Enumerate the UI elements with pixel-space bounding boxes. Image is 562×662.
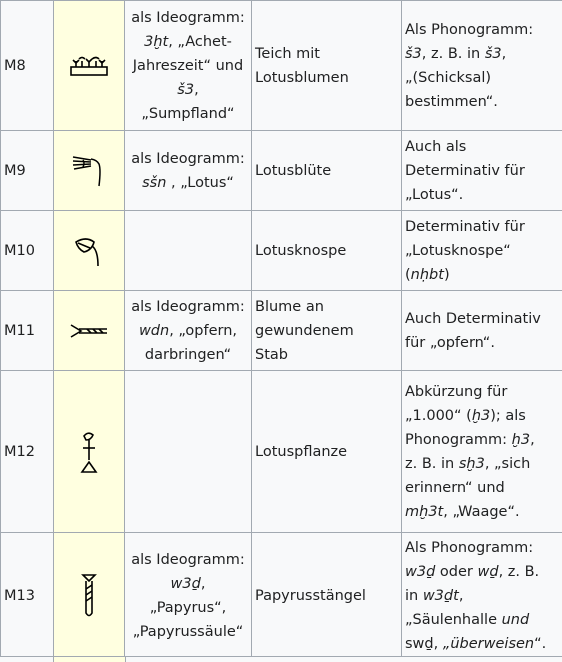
ideogram-cell [125, 291, 252, 371]
meaning_lines-line [255, 159, 398, 183]
transliteration-text: nḥbt [411, 267, 444, 283]
note_lines-line [405, 42, 559, 66]
text-segment: swḏ, [405, 636, 443, 652]
transliteration-text: sšn [142, 175, 166, 191]
note_lines-line [405, 452, 559, 476]
text-segment: als Ideogramm: [131, 10, 245, 26]
meaning-cell [252, 1, 402, 131]
meaning_lines-line [255, 66, 398, 90]
text-segment: darbringen“ [145, 347, 231, 363]
remark-cell [402, 131, 562, 211]
text-segment: Auch als [405, 139, 466, 155]
text-segment: , „Lotus“ [166, 175, 233, 191]
text-segment: Stab [255, 347, 288, 363]
table-row [1, 211, 562, 291]
transliteration-text: sḫ3 [459, 456, 485, 472]
text-segment: Determinativ für [405, 219, 525, 235]
text-segment: , „sich [485, 456, 530, 472]
text-segment: Teich mit [255, 46, 320, 62]
text-segment: „(Schicksal) [405, 70, 491, 86]
note_lines-line [405, 66, 559, 90]
table-row [1, 533, 562, 660]
flower-on-twisted-stalk-hieroglyph-icon [57, 322, 121, 340]
note_lines-line [405, 500, 559, 524]
text-segment: in [405, 588, 423, 604]
ideo_lines-line [128, 78, 248, 102]
note_lines-line [405, 159, 559, 183]
text-segment: Als Phonogramm: [405, 22, 533, 38]
text-segment: Lotusblüte [255, 163, 331, 179]
ideogram-cell [125, 371, 252, 533]
text-segment: „Sumpfland“ [141, 106, 234, 122]
text-segment: , [459, 588, 464, 604]
lotus-flower-hieroglyph-icon [57, 154, 121, 188]
text-segment: , „Waage“. [443, 504, 519, 520]
ideo_lines-line [128, 596, 248, 620]
text-segment: Phonogramm: [405, 432, 512, 448]
text-segment: , [201, 576, 206, 592]
text-segment: „Papyrussäule“ [133, 624, 244, 640]
ideogram-cell [125, 211, 252, 291]
text-segment: , „Achet- [168, 34, 232, 50]
text-segment: , z. B. [499, 564, 540, 580]
text-segment: „Papyrus“, [150, 600, 227, 616]
text-segment: Lotusblumen [255, 70, 349, 86]
ideo_lines-line [128, 572, 248, 596]
meaning_lines-line [255, 319, 398, 343]
table-row [1, 291, 562, 371]
table-row [1, 1, 562, 131]
text-segment: „Säulenhalle [405, 612, 502, 628]
note_lines-line [405, 18, 559, 42]
transliteration-text: „überweisen [443, 636, 534, 652]
glyph-cell [54, 291, 125, 371]
table-row [1, 371, 562, 533]
meaning-cell [252, 371, 402, 533]
note_lines-line [405, 380, 559, 404]
text-segment: Determinativ für [405, 163, 525, 179]
transliteration-text: w3ḏ [171, 576, 201, 592]
ideogram-cell [125, 1, 252, 131]
lotus-plant-hieroglyph-icon [57, 430, 121, 474]
transliteration-text: wḏ [477, 564, 498, 580]
text-segment: Als Phonogramm: [405, 540, 533, 556]
text-segment: Lotuspflanze [255, 444, 347, 460]
text-segment: als Ideogramm: [131, 151, 245, 167]
ideo_lines-line [128, 343, 248, 367]
ideogram-cell [125, 131, 252, 211]
note_lines-line [405, 428, 559, 452]
remark-cell [402, 291, 562, 371]
text-segment: , [502, 46, 507, 62]
text-segment: oder [435, 564, 477, 580]
note_lines-line [405, 90, 559, 114]
lotus-bud-hieroglyph-icon [57, 234, 121, 268]
transliteration-text: und [502, 612, 530, 628]
remark-cell [402, 211, 562, 291]
text-segment: Jahreszeit“ und [133, 58, 243, 74]
ideo_lines-line [128, 171, 248, 195]
transliteration-text: wdn [139, 323, 169, 339]
text-segment: , [194, 82, 199, 98]
text-segment: Auch Determinativ [405, 311, 541, 327]
text-segment: erinnern“ und [405, 480, 505, 496]
papyrus-stem-hieroglyph-icon [57, 571, 121, 621]
transliteration-text: š3 [405, 46, 422, 62]
ideo_lines-line [128, 30, 248, 54]
text-segment: „Lotusknospe“ [405, 243, 511, 259]
ideo_lines-line [128, 102, 248, 126]
remark-cell [402, 371, 562, 533]
text-segment: “. [534, 636, 546, 652]
pool-with-lotus-flowers-hieroglyph-icon [57, 55, 121, 77]
note_lines-line [405, 476, 559, 500]
meaning-cell [252, 533, 402, 660]
text-segment: Papyrusstängel [255, 588, 366, 604]
meaning_lines-line [255, 343, 398, 367]
text-segment: , „opfern, [169, 323, 237, 339]
note_lines-line [405, 215, 559, 239]
note_lines-line [405, 584, 559, 608]
text-segment: als Ideogramm: [131, 299, 245, 315]
text-segment: für „opfern“. [405, 335, 495, 351]
note_lines-line [405, 331, 559, 355]
transliteration-text: ḫ3 [472, 408, 490, 424]
glyph-cell [54, 131, 125, 211]
glyph-cell [54, 371, 125, 533]
text-segment: ); als [490, 408, 526, 424]
transliteration-text: w3ḏ [405, 564, 435, 580]
meaning_lines-line [255, 584, 398, 608]
note_lines-line [405, 632, 559, 656]
sign-code: M10 [1, 211, 54, 291]
meaning_lines-line [255, 440, 398, 464]
transliteration-text: š3 [485, 46, 502, 62]
text-segment: ( [405, 267, 411, 283]
transliteration-text: w3ḏt [423, 588, 459, 604]
next-row-edge [0, 656, 562, 662]
note_lines-line [405, 307, 559, 331]
text-segment: gewundenem [255, 323, 354, 339]
sign-code: M12 [1, 371, 54, 533]
ideo_lines-line [128, 54, 248, 78]
transliteration-text: mḫ3t [405, 504, 443, 520]
note_lines-line [405, 263, 559, 287]
text-segment: Lotusknospe [255, 243, 346, 259]
text-segment: Abkürzung für [405, 384, 507, 400]
meaning_lines-line [255, 42, 398, 66]
text-segment: Blume an [255, 299, 324, 315]
meaning_lines-line [255, 239, 398, 263]
transliteration-text: š3 [177, 82, 194, 98]
text-segment: „1.000“ ( [405, 408, 472, 424]
note_lines-line [405, 560, 559, 584]
ideo_lines-line [128, 620, 248, 644]
text-segment: als Ideogramm: [131, 552, 245, 568]
ideo_lines-line [128, 6, 248, 30]
meaning-cell [252, 291, 402, 371]
text-segment: ) [444, 267, 450, 283]
glyph-cell [54, 1, 125, 131]
ideogram-cell [125, 533, 252, 660]
note_lines-line [405, 608, 559, 632]
meaning-cell [252, 131, 402, 211]
ideo_lines-line [128, 319, 248, 343]
text-segment: , [530, 432, 535, 448]
ideo_lines-line [128, 295, 248, 319]
ideo_lines-line [128, 147, 248, 171]
transliteration-text: 3ḫt [144, 34, 168, 50]
table-row [1, 131, 562, 211]
note_lines-line [405, 135, 559, 159]
sign-code: M8 [1, 1, 54, 131]
text-segment: z. B. in [405, 456, 459, 472]
remark-cell [402, 1, 562, 131]
glyph-cell [54, 211, 125, 291]
sign-code: M9 [1, 131, 54, 211]
text-segment: , z. B. in [422, 46, 485, 62]
meaning_lines-line [255, 295, 398, 319]
note_lines-line [405, 404, 559, 428]
text-segment: bestimmen“. [405, 94, 498, 110]
note_lines-line [405, 239, 559, 263]
note_lines-line [405, 536, 559, 560]
remark-cell [402, 533, 562, 660]
glyph-cell [54, 533, 125, 660]
sign-code: M11 [1, 291, 54, 371]
note_lines-line [405, 183, 559, 207]
transliteration-text: ḫ3 [512, 432, 530, 448]
text-segment: „Lotus“. [405, 187, 463, 203]
sign-code: M13 [1, 533, 54, 660]
ideo_lines-line [128, 548, 248, 572]
meaning-cell [252, 211, 402, 291]
